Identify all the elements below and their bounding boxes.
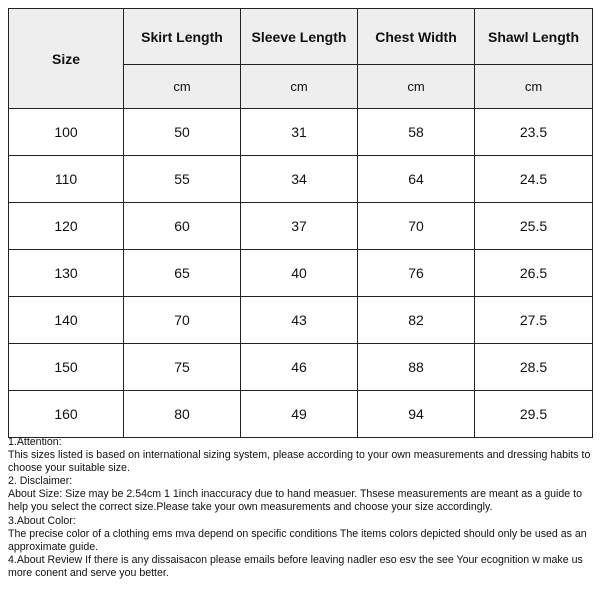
- note-disclaimer-heading: 2. Disclaimer:: [8, 475, 73, 488]
- shawl-length-cell: 26.5: [475, 250, 593, 297]
- table-row: [9, 297, 593, 344]
- chest-width-cell: 88: [358, 344, 475, 391]
- skirt-length-cell: 65: [124, 250, 241, 297]
- column-header-shawl-length: Shawl Length: [475, 9, 593, 65]
- note-color-text: The precise color of a clothing ems mva depend on specific conditions The items colors depicted should only be used as an approximate guide.: [8, 527, 587, 553]
- sleeve-length-cell: 37: [241, 203, 358, 250]
- chest-width-cell: 82: [358, 297, 475, 344]
- size-column-header: Size: [9, 9, 124, 109]
- size-cell: 120: [9, 203, 124, 250]
- shawl-length-cell: 23.5: [475, 109, 593, 156]
- column-header-sleeve-length: Sleeve Length: [241, 9, 358, 65]
- shawl-length-cell: 24.5: [475, 156, 593, 203]
- note-disclaimer-text: About Size: Size may be 2.54cm 1 1inch inaccuracy due to hand measuer. Thsese measurements are meant as a guide to help you select the correct size.Please take your own measurements and choose your size accordingly.: [8, 488, 582, 514]
- notes-section: [8, 436, 596, 580]
- column-header-skirt-length: Skirt Length: [124, 9, 241, 65]
- table-row: [9, 250, 593, 297]
- unit-cell: cm: [241, 65, 358, 109]
- skirt-length-cell: 50: [124, 109, 241, 156]
- sleeve-length-cell: 34: [241, 156, 358, 203]
- chest-width-cell: 70: [358, 203, 475, 250]
- chest-width-cell: 76: [358, 250, 475, 297]
- skirt-length-cell: 75: [124, 344, 241, 391]
- size-cell: 140: [9, 297, 124, 344]
- note-review-text: 4.About Review If there is any dissaisacon please emails before leaving nadler eso esv the see Your ecognition w make us more conent and serve you better.: [8, 553, 583, 579]
- table-row: [9, 203, 593, 250]
- sleeve-length-cell: 49: [241, 391, 358, 438]
- sleeve-length-cell: 40: [241, 250, 358, 297]
- chest-width-cell: 58: [358, 109, 475, 156]
- table-row: [9, 391, 593, 438]
- skirt-length-cell: 60: [124, 203, 241, 250]
- table-row: [9, 156, 593, 203]
- table-header-row: [9, 9, 593, 65]
- size-cell: 110: [9, 156, 124, 203]
- unit-cell: cm: [358, 65, 475, 109]
- chest-width-cell: 64: [358, 156, 475, 203]
- note-attention-heading: 1.Attention:: [8, 436, 62, 448]
- shawl-length-cell: 25.5: [475, 203, 593, 250]
- unit-cell: cm: [475, 65, 593, 109]
- skirt-length-cell: 70: [124, 297, 241, 344]
- note-color-heading: 3.About Color:: [8, 514, 76, 527]
- unit-cell: cm: [124, 65, 241, 109]
- size-cell: 100: [9, 109, 124, 156]
- column-header-chest-width: Chest Width: [358, 9, 475, 65]
- shawl-length-cell: 29.5: [475, 391, 593, 438]
- table-row: [9, 109, 593, 156]
- skirt-length-cell: 55: [124, 156, 241, 203]
- sleeve-length-cell: 31: [241, 109, 358, 156]
- shawl-length-cell: 27.5: [475, 297, 593, 344]
- chest-width-cell: 94: [358, 391, 475, 438]
- note-attention-text: This sizes listed is based on international sizing system, please according to your own measurements and dressing habits to choose your suitable size.: [8, 449, 591, 475]
- size-cell: 160: [9, 391, 124, 438]
- size-cell: 130: [9, 250, 124, 297]
- sleeve-length-cell: 43: [241, 297, 358, 344]
- sleeve-length-cell: 46: [241, 344, 358, 391]
- shawl-length-cell: 28.5: [475, 344, 593, 391]
- size-cell: 150: [9, 344, 124, 391]
- skirt-length-cell: 80: [124, 391, 241, 438]
- table-row: [9, 344, 593, 391]
- size-table: [8, 8, 593, 438]
